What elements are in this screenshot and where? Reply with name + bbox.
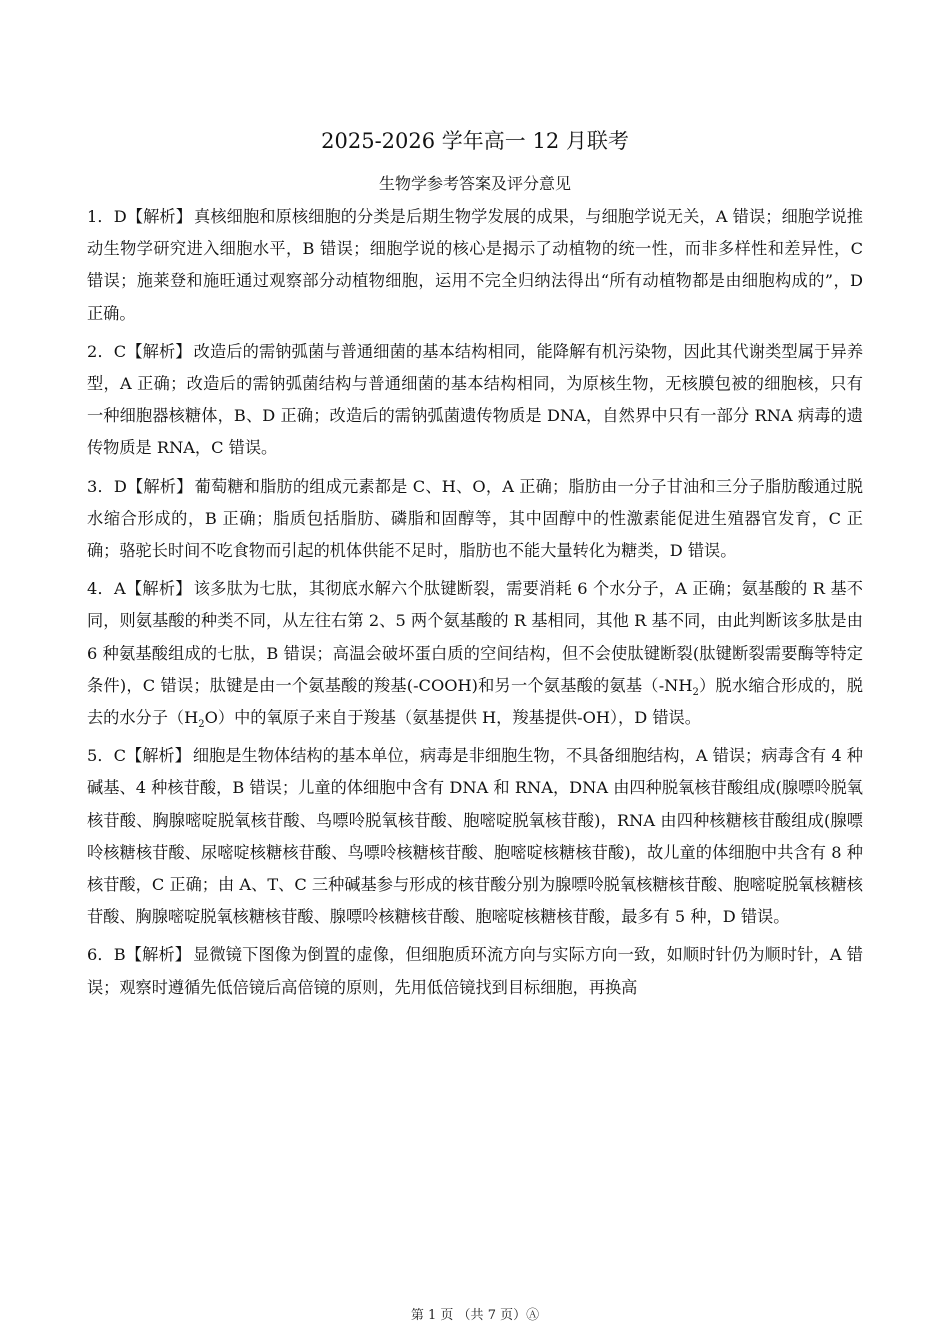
- question-number: 1．: [87, 207, 114, 226]
- question-answer: A: [114, 579, 126, 599]
- analysis-tag: 【解析】: [126, 476, 193, 496]
- question-explanation: 真核细胞和原核细胞的分类是后期生物学发展的成果，与细胞学说无关，A 错误；细胞学说推动生物学研究进入细胞水平，B 错误；细胞学说的核心是揭示了动植物的统一性，而非多样性和差异性，C 错误；施莱登和施旺通过观察部分动植物细胞，运用不完全归纳法得出“所有动植物都是由细胞构成的”，D 正确。: [87, 207, 863, 323]
- analysis-tag: 【解析】: [126, 207, 193, 226]
- question-number: 4．: [87, 579, 114, 599]
- question-6: [87, 939, 863, 1003]
- question-2: [87, 336, 863, 465]
- subscript: 2: [692, 687, 699, 699]
- question-answer: B: [113, 945, 126, 965]
- page-subtitle: 生物学参考答案及评分意见: [378, 174, 571, 193]
- question-number: 3．: [87, 476, 114, 496]
- question-4: [87, 573, 863, 734]
- question-explanation-end: O）中的氧原子来自于羧基（氨基提供 H，羧基提供-OH），D 错误。: [204, 708, 701, 728]
- page-footer: 第 1 页 （共 7 页）Ⓐ: [410, 1308, 540, 1323]
- answer-list: [87, 201, 863, 1010]
- analysis-tag: 【解析】: [125, 579, 192, 599]
- question-answer: D: [113, 207, 127, 226]
- question-number: 2．: [87, 341, 114, 361]
- question-explanation: 显微镜下图像为倒置的虚像，但细胞质环流方向与实际方向一致，如顺时针仍为顺时针，A 错误；观察时遵循先低倍镜后高倍镜的原则，先用低倍镜找到目标细胞，再换高: [87, 945, 863, 997]
- question-explanation: 细胞是生物体结构的基本单位，病毒是非细胞生物，不具备细胞结构，A 错误；病毒含有 4 种碱基、4 种核苷酸，B 错误；儿童的体细胞中含有 DNA 和 RNA，DNA 由四种脱氧核苷酸组成(腺嘌呤脱氧核苷酸、胸腺嘧啶脱氧核苷酸、鸟嘌呤脱氧核苷酸、胞嘧啶脱氧核苷酸)，RNA 由四种核糖核苷酸组成(腺嘌呤核糖核苷酸、尿嘧啶核糖核苷酸、鸟嘌呤核糖核苷酸、胞嘧啶核糖核苷酸)，故儿童的体细胞中共含有 8 种核苷酸，C 正确；由 A、T、C 三种碱基参与形成的核苷酸分别为腺嘌呤脱氧核糖核苷酸、胞嘧啶脱氧核糖核苷酸、胸腺嘧啶脱氧核糖核苷酸、腺嘌呤核糖核苷酸、胞嘧啶核糖核苷酸，最多有 5 种，D 错误。: [87, 746, 863, 927]
- question-explanation-cont: ）脱水缩合形成的，脱去的水分子（H: [87, 675, 863, 728]
- question-answer: C: [113, 341, 127, 361]
- analysis-tag: 【解析】: [125, 746, 191, 766]
- subscript: 2: [198, 719, 205, 731]
- question-5: [87, 740, 863, 933]
- analysis-tag: 【解析】: [125, 945, 192, 965]
- question-1: [87, 201, 863, 330]
- analysis-tag: 【解析】: [126, 341, 192, 361]
- question-3: [87, 471, 863, 568]
- question-answer: C: [113, 746, 126, 766]
- question-explanation: 改造后的需钠弧菌与普通细菌的基本结构相同，能降解有机污染物，因此其代谢类型属于异养型，A 正确；改造后的需钠弧菌结构与普通细菌的基本结构相同，为原核生物，无核膜包被的细胞核，只有一种细胞器核糖体，B、D 正确；改造后的需钠弧菌遗传物质是 DNA，自然界中只有一部分 RNA 病毒的遗传物质是 RNA，C 错误。: [87, 341, 864, 458]
- question-explanation: 该多肽为七肽，其彻底水解六个肽键断裂，需要消耗 6 个水分子，A 正确；氨基酸的 R 基不同，则氨基酸的种类不同，从左往右第 2、5 两个氨基酸的 R 基相同，其他 R 基不同，由此判断该多肽是由 6 种氨基酸组成的七肽，B 错误；高温会破坏蛋白质的空间结构，但不会使肽键断裂(肽键断裂需要酶等特定条件)，C 错误；肽键是由一个氨基酸的羧基(-COOH)和另一个氨基酸的氨基（-NH: [87, 579, 863, 695]
- page-title: 2025-2026 学年高一 12 月联考: [321, 129, 629, 153]
- question-number: 6．: [87, 945, 114, 965]
- question-explanation: 葡萄糖和脂肪的组成元素都是 C、H、O，A 正确；脂肪由一分子甘油和三分子脂肪酸通过脱水缩合形成的，B 正确；脂质包括脂肪、磷脂和固醇等，其中固醇中的性激素能促进生殖器官发育，C 正确；骆驼长时间不吃食物而引起的机体供能不足时，脂肪也不能大量转化为糖类，D 错误。: [87, 476, 863, 561]
- question-number: 5．: [87, 746, 114, 766]
- question-answer: D: [113, 476, 127, 496]
